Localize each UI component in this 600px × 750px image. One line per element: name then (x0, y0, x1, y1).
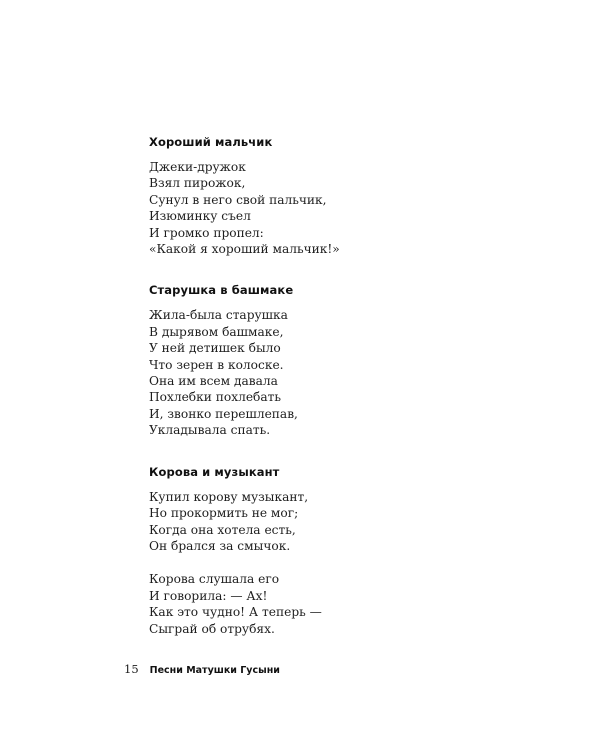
poem-line: Когда она хотела есть, (149, 522, 296, 537)
poem-title: Хороший мальчик (149, 135, 273, 149)
poem-line: Сунул в него свой пальчик, (149, 192, 327, 207)
poem-line: Укладывала спать. (149, 423, 271, 438)
poem-line: Он брался за смычок. (149, 538, 291, 553)
poem-title: Корова и музыкант (149, 464, 280, 479)
poem-line: Изюминку съел (149, 209, 251, 224)
page-number: 15 (124, 662, 139, 676)
poem-title: Старушка в башмаке (149, 283, 294, 298)
poem-line: И громко пропел: (149, 225, 264, 240)
poem-starushka-v-bashmake (149, 283, 469, 438)
stanza (149, 489, 469, 555)
poem-line: Как это чудно! А теперь — (149, 605, 322, 620)
poem-line: И говорила: — Ах! (149, 588, 268, 603)
poem-line: Купил корову музыкант, (149, 489, 309, 504)
poem-line: И, звонко перешлепав, (149, 406, 298, 421)
stanza (149, 159, 469, 257)
poem-line: Жила-была старушка (149, 308, 288, 323)
running-title: Песни Матушки Гусыни (149, 665, 280, 676)
page-content (149, 135, 469, 663)
poem-line: Что зерен в колоске. (149, 357, 284, 372)
stanza (149, 307, 469, 438)
poem-line: Взял пирожок, (149, 176, 246, 191)
poem-line: Она им всем давала (149, 374, 278, 389)
poem-line: Джеки-дружок (149, 160, 246, 174)
poem-line: Сыграй об отрубях. (149, 621, 275, 636)
poem-korova-i-muzykant (149, 465, 469, 637)
page-footer (124, 662, 280, 676)
poem-line: Но прокормить не мог; (149, 506, 299, 521)
poem-line: Корова слушала его (149, 572, 280, 587)
poem-line: В дырявом башмаке, (149, 324, 284, 339)
poem-khoroshiy-malchik (149, 135, 469, 257)
poem-line: У ней детишек было (149, 341, 281, 356)
poem-line: «Какой я хороший мальчик!» (149, 242, 340, 257)
poem-line: Похлебки похлебать (149, 390, 282, 405)
stanza (149, 571, 469, 637)
